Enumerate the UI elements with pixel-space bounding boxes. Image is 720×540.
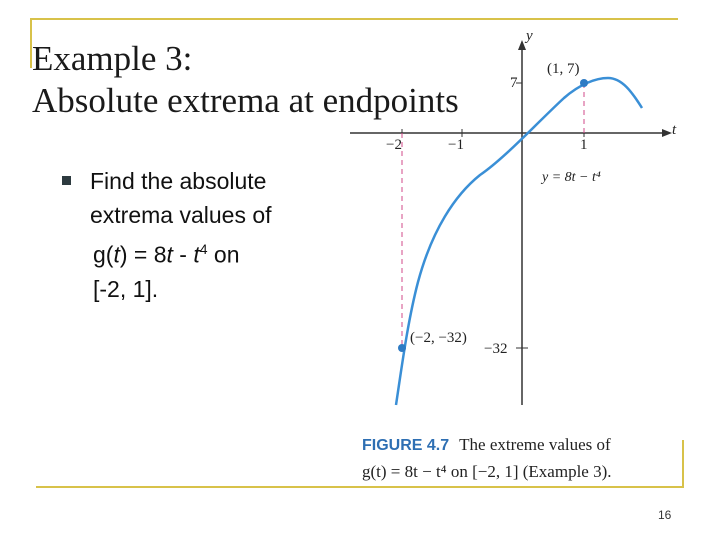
fn-name: g(	[93, 241, 114, 268]
caption-line2: g(t) = 8t − t⁴ on [−2, 1] (Example 3).	[362, 462, 612, 481]
slide-frame-bottom	[36, 486, 684, 488]
caption-text1: The extreme values of	[459, 435, 611, 454]
x-tick-label-neg2: −2	[386, 137, 402, 153]
fn-minus: -	[172, 241, 194, 268]
min-point	[398, 344, 406, 352]
x-axis-arrow-icon	[662, 129, 672, 137]
y-axis-arrow-icon	[518, 40, 526, 50]
x-axis-label: t	[672, 122, 677, 138]
bullet-text	[90, 164, 350, 306]
slide-title-line2: Absolute extrema at endpoints	[32, 81, 459, 120]
bullet-line1: Find the absolute	[90, 168, 267, 194]
x-tick-label-neg1: −1	[448, 137, 464, 153]
y-tick-label-7: 7	[510, 75, 518, 91]
fn-var3: t	[193, 241, 200, 268]
min-point-label: (−2, −32)	[410, 330, 467, 346]
fn-mid: ) = 8	[119, 241, 167, 268]
x-tick-label-1: 1	[580, 137, 588, 153]
y-tick-label-neg32: −32	[484, 341, 508, 357]
fn-var2: t	[166, 241, 173, 268]
bullet-line2: extrema values of	[90, 202, 272, 228]
caption-line1	[362, 432, 692, 459]
function-curve	[396, 78, 642, 405]
fn-exponent: 4	[199, 241, 208, 257]
bullet-line4: [-2, 1].	[93, 275, 159, 302]
equation-label: y = 8t − t⁴	[542, 170, 601, 185]
figure-caption	[362, 432, 692, 485]
slide-title-line1: Example 3:	[32, 39, 193, 78]
max-point	[580, 79, 588, 87]
page-number: 16	[658, 508, 672, 522]
bullet-marker	[62, 176, 71, 185]
fn-var: t	[113, 241, 120, 268]
figure-label: FIGURE 4.7	[362, 437, 450, 454]
fn-post: on	[207, 241, 240, 268]
slide-title	[32, 38, 459, 122]
y-axis-label: y	[526, 28, 533, 44]
max-point-label: (1, 7)	[547, 61, 580, 77]
bullet-line3	[93, 232, 350, 272]
